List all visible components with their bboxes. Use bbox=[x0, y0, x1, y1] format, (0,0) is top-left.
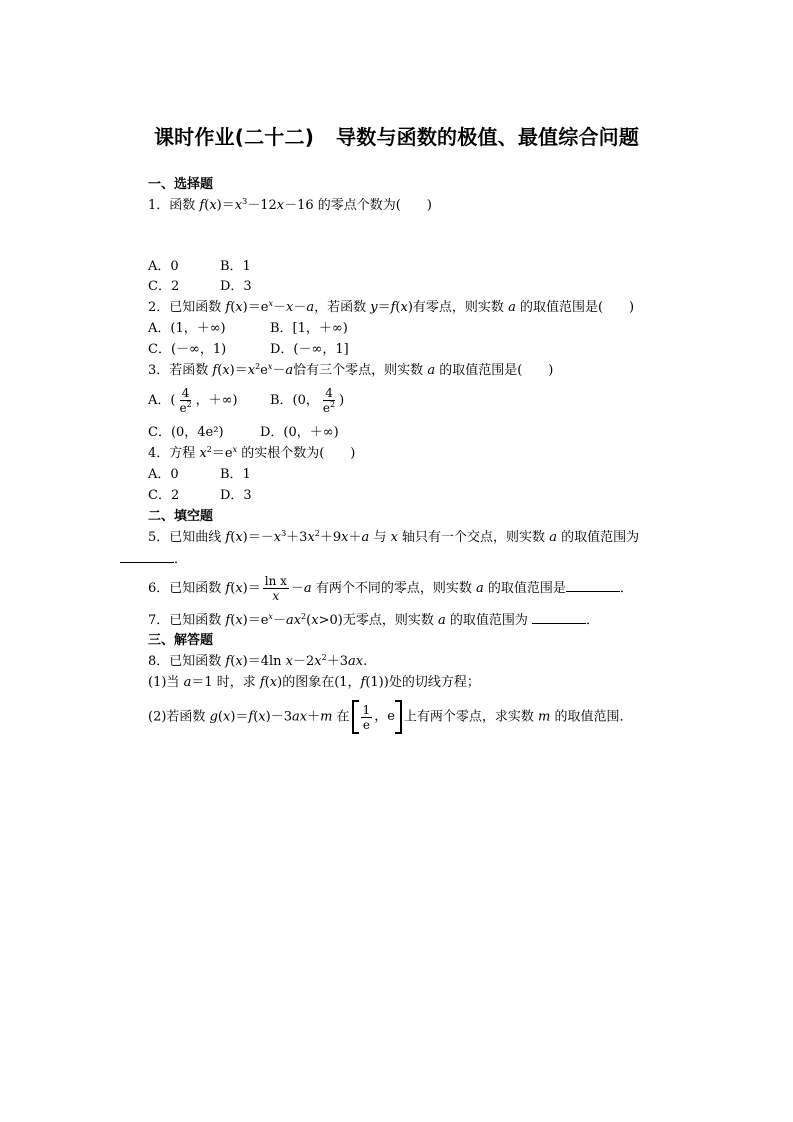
q3-option-b[interactable]: B．(0， $\frac{4}{e^2}$ ) bbox=[270, 386, 345, 415]
q2-option-b[interactable]: B．[1，＋∞) bbox=[270, 321, 348, 336]
question-8: 8．已知函数 f(x)＝4ln $x-2x^2+3ax$. bbox=[148, 653, 368, 669]
q1-option-c[interactable]: C．2 bbox=[148, 279, 180, 294]
q4-options-row2 bbox=[148, 487, 252, 505]
title-main: 课时作业(二十二) bbox=[153, 125, 315, 149]
title-sub: 导数与函数的极值、最值综合问题 bbox=[336, 125, 640, 149]
question-4: 4．方程 $x^2=e^x$ 的实根个数为( ) bbox=[148, 445, 356, 461]
q1-options-row2 bbox=[148, 278, 252, 296]
q4-option-d[interactable]: D．3 bbox=[220, 488, 252, 503]
q8-part-2: (2)若函数 g(x)＝f(x)－3ax＋m 在 $\frac{1}{e}$ ， e 上有两个零点，求实数 m 的取值范围． bbox=[148, 700, 633, 735]
q8-part-1: (1)当 a＝1 时，求 f(x)的图象在(1，f(1))处的切线方程； bbox=[148, 675, 480, 690]
question-7: 7．已知函数 $f(x)=e^x-ax^2(x>0)$无零点，则实数 a 的取值范围为 ． bbox=[148, 612, 599, 628]
q6-answer-blank[interactable] bbox=[566, 579, 620, 592]
q1-option-d[interactable]: D．3 bbox=[220, 279, 252, 294]
section-choice: 一、选择题 bbox=[148, 177, 214, 192]
q4-option-a[interactable]: A．0 bbox=[148, 467, 179, 482]
q2-option-c[interactable]: C．(－∞，1) bbox=[148, 342, 227, 357]
question-1: 1．函数 $f(x)=x^3-12x-16$ 的零点个数为( ) bbox=[148, 197, 432, 213]
q4-option-b[interactable]: B．1 bbox=[220, 467, 251, 482]
q3-option-d[interactable]: D．(0，＋∞) bbox=[260, 425, 339, 440]
q3-options-row2 bbox=[148, 424, 339, 442]
q3-option-a[interactable]: A．( $\frac{4}{e^2}$ ，＋∞) bbox=[148, 386, 238, 415]
page-title bbox=[0, 121, 793, 150]
question-3: 3．若函数 $f(x)=x^2e^x-a$恰有三个零点，则实数 a 的取值范围是( ) bbox=[148, 362, 554, 378]
question-2: 2．已知函数 $f(x)=e^x-x-a$，若函数 y＝f(x)有零点，则实数 a 的取值范围是( ) bbox=[148, 299, 635, 315]
q2-options-row1 bbox=[148, 320, 348, 338]
q3-option-c[interactable]: C．(0，4e²) bbox=[148, 425, 224, 440]
q2-options-row2 bbox=[148, 341, 349, 359]
q3-options-row1 bbox=[148, 384, 344, 418]
q2-option-a[interactable]: A．(1，＋∞) bbox=[148, 321, 226, 336]
q1-option-a[interactable]: A．0 bbox=[148, 259, 179, 274]
q1-options-row1 bbox=[148, 258, 251, 276]
question-5: 5．已知曲线 $f(x)=-x^3+3x^2+9x+a$ 与 x 轴只有一个交点，则实数 a 的取值范围为 bbox=[148, 529, 640, 545]
q5-answer-blank[interactable] bbox=[120, 550, 174, 563]
q7-answer-blank[interactable] bbox=[532, 611, 586, 624]
q2-option-d[interactable]: D．(－∞，1] bbox=[270, 342, 349, 357]
q5-answer-line: ． bbox=[120, 550, 187, 569]
section-solve: 三、解答题 bbox=[148, 633, 214, 648]
interval-bracket: $\frac{1}{e}$ ， e bbox=[352, 700, 402, 734]
q1-option-b[interactable]: B．1 bbox=[220, 259, 251, 274]
question-6: 6．已知函数 f(x)＝ $\frac{\text{ln x}}{x}$ －a 有两个不同的零点，则实数 a 的取值范围是 ． bbox=[148, 574, 633, 603]
section-fill: 二、填空题 bbox=[148, 509, 214, 524]
q4-options-row1 bbox=[148, 466, 251, 484]
q4-option-c[interactable]: C．2 bbox=[148, 488, 180, 503]
